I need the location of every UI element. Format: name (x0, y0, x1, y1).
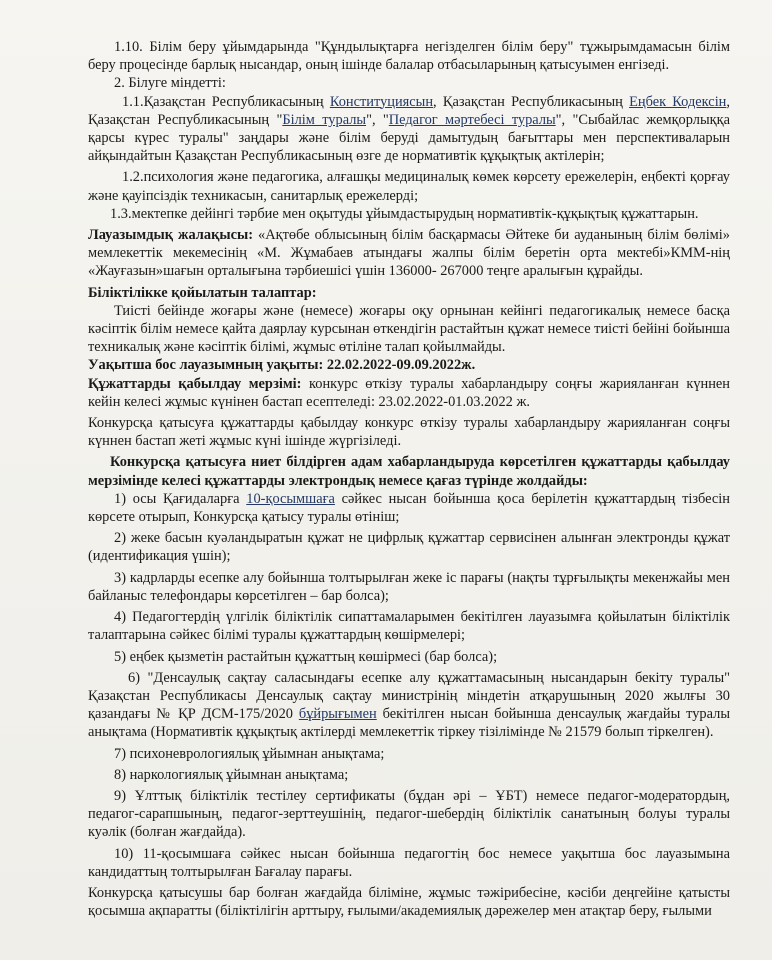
salary-text: «Ақтөбе облысының білім басқармасы Әйтеке би ауданының білім бөлімі» мемлекеттік мекемесінің «М. Жұмабаев атындағы жалпы білім беретін орта мектебі»КММ-нің «Жауғазын»шағын орталығына тәрбиешісі үшін 136000- 267000 теңге аралығын құрайды. (88, 227, 730, 280)
paragraph-acceptance-period (88, 375, 730, 411)
heading-vacancy-period: Уақытша бос лауазымның уақыты: 22.02.2022-09.09.2022ж. (88, 357, 476, 374)
acceptance-text: конкурс өткізу туралы хабарландыру соңғы жарияланған күннен кейін келесі жұмыс күнінен бастап есептеледі: 23.02.2022-01.03.2022 ж. (88, 375, 731, 410)
list-item-2: 2) жеке басын куәландыратын құжат не цифрлық құжаттар сервисінен алынған электронды құжат (идентификация үшін); (88, 530, 730, 565)
list-item-3: 3) кадрларды есепке алу бойынша толтырылған жеке іс парағы (нақты тұрғылықты мекенжайы мен байланыс телефондары көрсетілген – бар болса); (88, 569, 730, 604)
link-constitution[interactable]: Конституциясын (329, 93, 434, 110)
list-item-4: 4) Педагогтердің үлгілік біліктілік сипаттамаларымен бекітілген лауазымға қойылатын біліктілік талаптарына сәйкес білімі туралы құжаттардың көшірмелері; (88, 609, 730, 644)
paragraph-must-know: 2. Білуге міндетті: (114, 75, 226, 92)
list-item-6 (88, 669, 730, 742)
link-labor-code[interactable]: Еңбек Кодексін (629, 93, 727, 110)
paragraph-additional-info: Конкурсқа қатысушы бар болған жағдайда біліміне, жұмыс тәжірибесіне, кәсіби деңгейіне қатысты қосымша ақпаратты (біліктілігін арттыру, ғылыми/академиялық дәрежелер мен атақтар беру, ғылыми (88, 884, 730, 920)
item-6-text-a: 6) "Денсаулық сақтау саласындағы есепке алу құжаттамасының нысандарын бекіту туралы" Қазақстан Республикасы Денсаулық сақтау министрінің міндетін атқарушының 2020 жылғы 30 қазандағы № ҚР ДСМ-175/2020 (88, 669, 730, 723)
list-item-10: 10) 11-қосымшаға сәйкес нысан бойынша педагогтің бос немесе уақытша бос лауазымына кандидаттың толтырылған Бағалау парағы. (88, 845, 730, 880)
laws-text-e: ", "Сыбайлас жемқорлыққа қарсы күрес туралы" заңдары және білім беруді дамытудың бағыттары мен перспективаларын айқындайтын Қазақстан Республикасының өзге де нормативтік құқықтық актілерін; (88, 111, 730, 165)
list-item-8: 8) наркологиялық ұйымнан анықтама; (114, 766, 349, 783)
item-6-text-b: бекітілген нысан бойынша денсаулық жағдайы туралы анықтама (Нормативтік құқықтық актілерді мемлекеттік тіркеу тізілімінде № 21579 болып тіркелген). (88, 706, 730, 741)
link-teacher-status-law[interactable]: Педагог мәртебесі туралы (388, 111, 556, 128)
item-1-text-b: сәйкес нысан бойынша қоса берілетін құжаттардың тізбесін көрсете отырып, Конкурсқа қатысу туралы өтініш; (88, 490, 731, 526)
item-1-text-a: 1) осы Қағидаларға (114, 490, 247, 507)
list-item-7: 7) психоневрологиялық ұйымнан анықтама; (114, 745, 385, 762)
acceptance-label: Құжаттарды қабылдау мерзімі: (88, 375, 302, 392)
list-item-1 (88, 490, 730, 526)
laws-text-a: 1.1.Қазақстан Республикасының (122, 93, 330, 110)
laws-text-c: , Қазақстан Республикасының " (88, 93, 730, 128)
heading-documents: Конкурсқа қатысуға ниет білдірген адам хабарландыруда көрсетілген құжаттарды қабылдау мерзімінде келесі құжаттарды электрондық немесе қағаз түрінде жолдайды: (88, 454, 730, 489)
paragraph-qualification: Тиісті бейінде жоғары және (немесе) жоғары оқу орнынан кейінгі педагогикалық немесе басқа кәсіптік білім немесе қайта даярлау курсынан өткендігін растайтын құжат немесе тиісті бейіні бойынша техникалық және кәсіптік білімі, жұмыс өтіліне талап қойылмайды. (88, 302, 731, 356)
link-order[interactable]: бұйрығымен (298, 706, 377, 723)
paragraph-1-2: 1.2.психология және педагогика, алғашқы медициналық көмек көрсету ережелерін, еңбекті қорғау және қауіпсіздік техникасын, санитарлық ережелерді; (88, 169, 730, 204)
salary-label: Лауазымдық жалақысы: (88, 227, 254, 244)
laws-text-b: , Қазақстан Республикасының (433, 93, 630, 110)
heading-qualification: Біліктілікке қойылатын талаптар: (88, 284, 317, 301)
paragraph-laws (88, 93, 730, 166)
paragraph-salary (88, 226, 730, 281)
paragraph-1-3: 1.3.мектепке дейінгі тәрбие мен оқытуды ұйымдастырудың нормативтік-құқықтық құжаттарын. (110, 205, 699, 222)
paragraph-1-10: 1.10. Білім беру ұйымдарында "Құндылықтарға негізделген білім беру" тұжырымдамасын білім беру процесінде барлық нысандар, оның ішінде балалар отбасыларының қатысуымен енгізеді. (88, 39, 730, 74)
laws-text-d: ", " (366, 111, 389, 128)
list-item-9: 9) Ұлттық біліктілік тестілеу сертификаты (бұдан әрі – ҰБТ) немесе педагог-модератордың, педагог-сарапшының, педагог-зерттеушінің, педагог-шебердің біліктілік санатының болуы туралы куәлік (болған жағдайда). (88, 787, 730, 841)
link-appendix-10[interactable]: 10-қосымшаға (246, 490, 335, 507)
link-education-law[interactable]: Білім туралы (282, 111, 367, 128)
paragraph-acceptance-days: Конкурсқа қатысуға құжаттарды қабылдау конкурс өткізу туралы хабарландыру жарияланған соңғы күннен бастап жеті жұмыс күні ішінде жүргізіледі. (88, 415, 730, 450)
list-item-5: 5) еңбек қызметін растайтын құжаттың көшірмесі (бар болса); (114, 648, 498, 665)
